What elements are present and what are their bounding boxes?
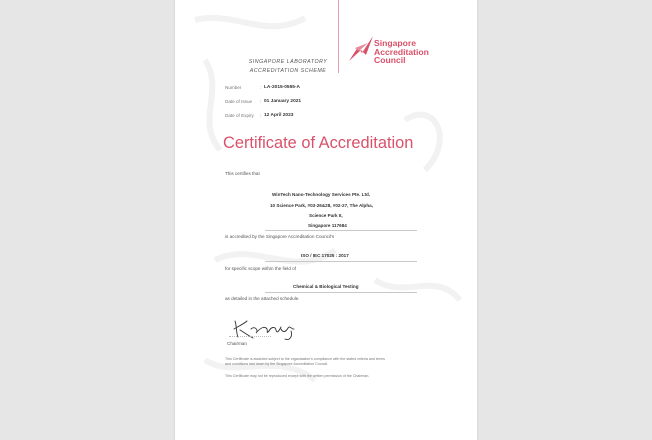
footnote-terms-line-2: and conditions laid down by the Singapore Accreditation Council. — [225, 362, 329, 366]
number-value: LA-2015-0555-A — [264, 85, 300, 90]
chairman-signature — [231, 317, 311, 342]
logo-line-2: Accreditation — [374, 46, 429, 57]
certifies-text: This certifies that — [225, 171, 260, 176]
certificate-page — [175, 0, 477, 440]
schedule-text: as detailed in the attached schedule. — [225, 296, 300, 301]
expiry-date-separator: : — [260, 113, 262, 118]
accredited-text: is accredited by the Singapore Accreditation Council's — [225, 234, 335, 239]
standard-name: ISO / IEC 17025 : 2017 — [301, 253, 349, 258]
standard-underline — [265, 261, 417, 262]
expiry-date-label: Date of Expiry — [225, 113, 254, 118]
organization-address-1: 10 Science Park, #03-26&28, #02-27, The Alpha, — [270, 203, 373, 208]
issue-date-value: 01 January 2021 — [264, 99, 302, 104]
logo-line-1: Singapore — [374, 38, 417, 48]
expiry-date-value: 12 April 2023 — [264, 113, 294, 118]
issue-date-separator: : — [260, 99, 262, 104]
footnote-terms — [225, 357, 475, 367]
organization-underline — [265, 230, 417, 231]
certificate-title: Certificate of Accreditation — [223, 134, 414, 152]
sac-logo-icon — [346, 33, 376, 63]
accreditation-scheme-name — [233, 58, 343, 76]
signature-line — [229, 336, 271, 337]
issue-date-label: Date of Issue — [225, 99, 253, 104]
organization-address-2: Science Park II, — [309, 213, 343, 218]
field-underline — [265, 292, 417, 293]
sac-logo-text — [374, 39, 429, 65]
scheme-line-1: SINGAPORE LABORATORY — [248, 59, 328, 65]
organization-name: WinTech Nano-Technology Services Pte. Ltd. — [272, 192, 371, 197]
field-name: Chemical & Biological Testing — [293, 284, 359, 289]
number-separator: : — [260, 85, 262, 90]
scope-text: for specific scope within the field of — [225, 266, 296, 271]
footnote-terms-line-1: This Certificate is awarded subject to the organisation's compliance with the stated criteria and terms — [225, 357, 385, 361]
logo-line-3: Council — [374, 55, 406, 66]
scheme-line-2: ACCREDITATION SCHEME — [249, 68, 327, 74]
chairman-label: Chairman — [227, 341, 247, 346]
organization-address-3: Singapore 117684 — [308, 223, 347, 228]
footnote-reproduction: This Certificate may not be reproduced except with the written permission of the Chairman. — [225, 374, 370, 378]
number-label: Number — [225, 85, 242, 90]
